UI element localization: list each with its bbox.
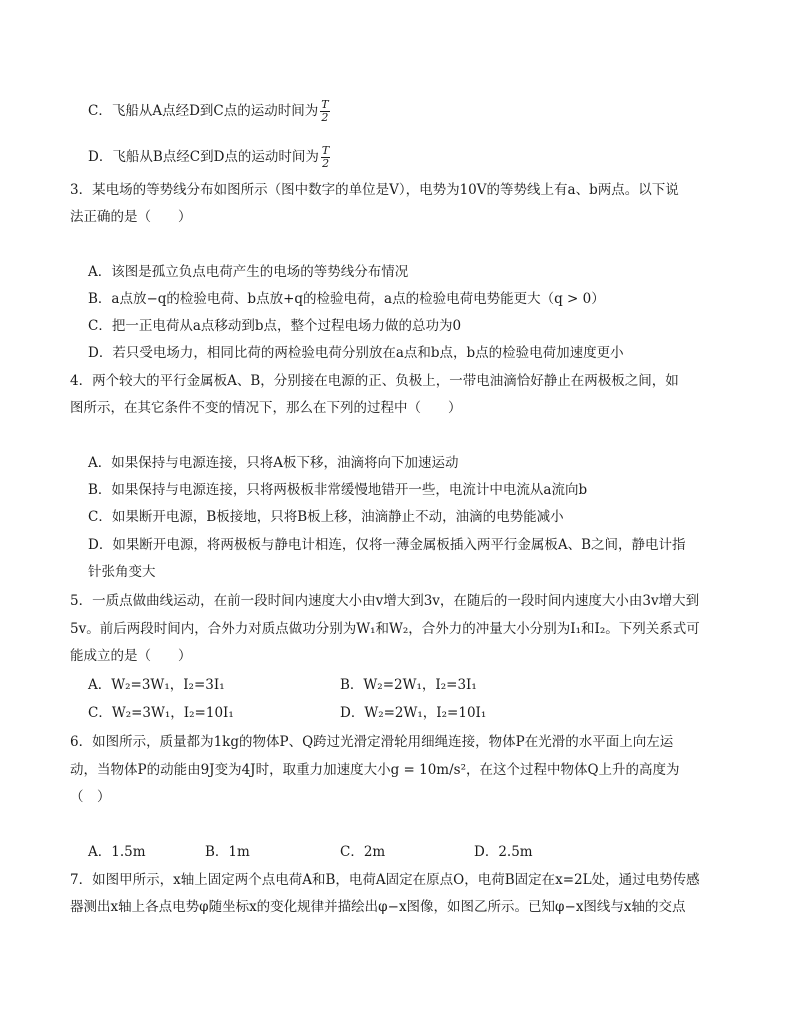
q6-stem-line3: （ ） (70, 789, 111, 805)
q5-stem-line1: 5．一质点做曲线运动，在前一段时间内速度大小由v增大到3v，在随后的一段时间内速度大小由3v增大到 (70, 593, 700, 609)
q2-option-d (88, 145, 330, 170)
q5-stem-line2: 5v。前后两段时间内，合外力对质点做功分别为W₁和W₂，合外力的冲量大小分别为I₁和I₂。下列关系式可 (70, 621, 700, 637)
fraction-denominator: 2 (321, 111, 329, 124)
q2-option-c-fraction (320, 99, 329, 124)
fraction-numerator: T (321, 98, 329, 111)
q6-option-d: D．2.5m (474, 844, 533, 860)
q6-stem-line2: 动，当物体P的动能由9J变为4J时，取重力加速度大小g = 10m/s²，在这个过程中物体Q上升的高度为 (70, 762, 680, 778)
q5-option-b: B．W₂=2W₁，I₂=3I₁ (340, 677, 477, 693)
fraction-numerator: T (321, 144, 330, 157)
q4-option-b: B．如果保持与电源连接，只将两极板非常缓慢地错开一些，电流计中电流从a流向b (88, 482, 588, 498)
q7-stem-line2: 器测出x轴上各点电势φ随坐标x的变化规律并描绘出φ−x图像，如图乙所示。已知φ−x图线与x轴的交点 (70, 899, 686, 915)
q5-option-d: D．W₂=2W₁，I₂=10I₁ (340, 705, 487, 721)
q2-option-c-text: C．飞船从A点经D到C点的运动时间为 (88, 103, 319, 119)
q3-option-d: D．若只受电场力，相同比荷的两检验电荷分别放在a点和b点，b点的检验电荷加速度更小 (88, 345, 624, 361)
q2-option-d-text: D．飞船从B点经C到D点的运动时间为 (88, 149, 319, 165)
q5-stem-line3: 能成立的是（ ） (70, 648, 192, 664)
q2-option-d-fraction (321, 145, 330, 170)
q6-stem-line1: 6．如图所示，质量都为1kg的物体P、Q跨过光滑定滑轮用细绳连接，物体P在光滑的水平面上向左运 (70, 734, 674, 750)
q3-option-c: C．把一正电荷从a点移动到b点，整个过程电场力做的总功为0 (88, 318, 462, 334)
q4-option-d-line1: D．如果断开电源，将两极板与静电计相连，仅将一薄金属板插入两平行金属板A、B之间，静电计指 (88, 537, 686, 553)
q6-option-c: C．2m (340, 844, 386, 860)
q5-option-c: C．W₂=3W₁，I₂=10I₁ (88, 705, 234, 721)
q3-stem-line1: 3．某电场的等势线分布如图所示（图中数字的单位是V），电势为10V的等势线上有a、b两点。以下说 (70, 182, 679, 198)
q7-stem-line1: 7．如图甲所示，x轴上固定两个点电荷A和B，电荷A固定在原点O，电荷B固定在x=2L处，通过电势传感 (70, 872, 700, 888)
q4-stem-line2: 图所示，在其它条件不变的情况下，那么在下列的过程中（ ） (70, 400, 462, 416)
q6-option-a: A．1.5m (88, 844, 146, 860)
q4-stem-line1: 4．两个较大的平行金属板A、B，分别接在电源的正、负极上，一带电油滴恰好静止在两极板之间，如 (70, 373, 679, 389)
fraction-denominator: 2 (322, 157, 330, 170)
q5-option-a: A．W₂=3W₁，I₂=3I₁ (88, 677, 225, 693)
q4-option-d-line2: 针张角变大 (88, 564, 156, 580)
q4-option-c: C．如果断开电源，B板接地，只将B板上移，油滴静止不动，油滴的电势能减小 (88, 509, 564, 525)
q3-option-a: A．该图是孤立负点电荷产生的电场的等势线分布情况 (88, 264, 409, 280)
q3-option-b: B．a点放−q的检验电荷、b点放+q的检验电荷，a点的检验电荷电势能更大（q > 0） (88, 291, 605, 307)
q2-option-c (88, 99, 330, 124)
q3-stem-line2: 法正确的是（ ） (70, 209, 192, 225)
q4-option-a: A．如果保持与电源连接，只将A板下移，油滴将向下加速运动 (88, 455, 459, 471)
q6-option-b: B．1m (205, 844, 250, 860)
